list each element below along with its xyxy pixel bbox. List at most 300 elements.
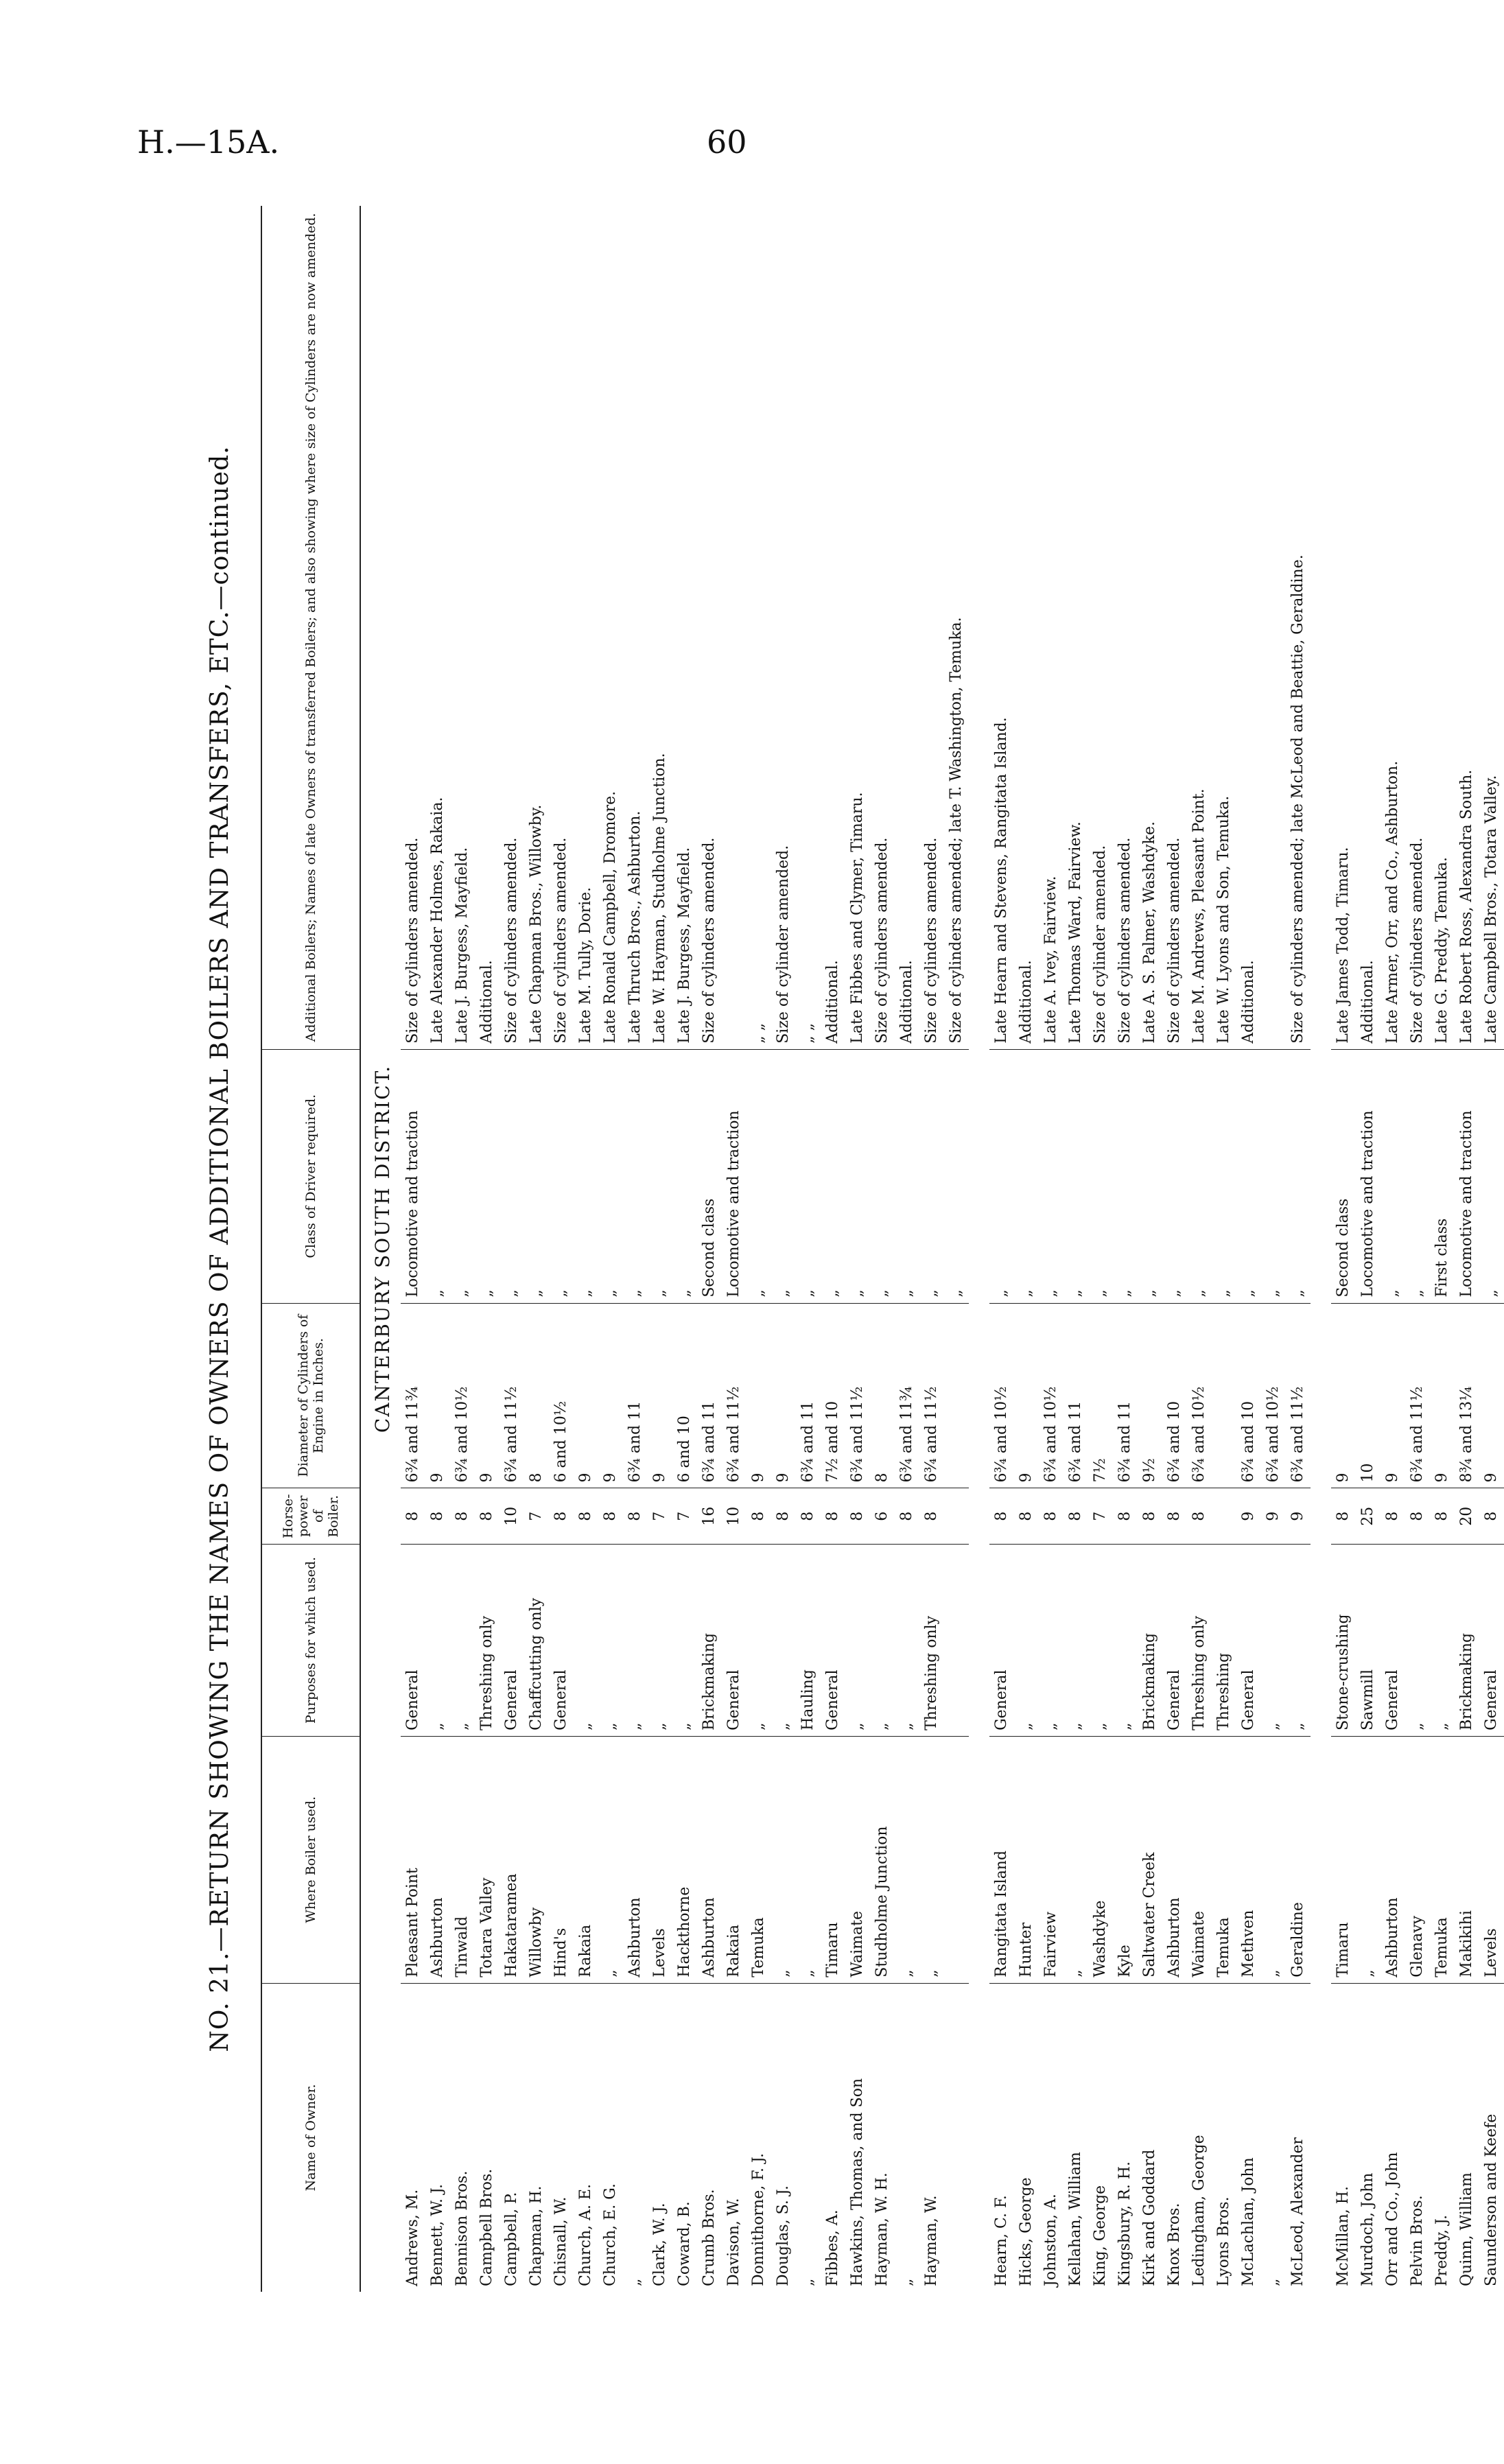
table-row	[574, 206, 598, 2292]
cell-purpose: „	[747, 1545, 771, 1737]
cell-owner: Pelvin Bros.	[1409, 2195, 1426, 2286]
cell-purpose: „	[425, 1545, 450, 1737]
cell-hp	[944, 1488, 969, 1545]
cell-diameter: 6¾ and 10	[1162, 1303, 1187, 1488]
cell-diameter: 6¾ and 11	[796, 1303, 821, 1488]
cell-diameter: 6 and 10	[672, 1303, 697, 1488]
page-title: NO. 21.—RETURN SHOWING THE NAMES OF OWNERS OF ADDITIONAL BOILERS AND TRANSFERS, ETC.—continued.	[206, 445, 234, 2052]
cell-hp: 9	[1236, 1488, 1261, 1545]
table-row	[1286, 206, 1311, 2292]
cell-diameter: 9	[1331, 1303, 1356, 1488]
cell-where: Hackthorne	[672, 1736, 697, 1983]
cell-owner: Chapman, H.	[528, 2185, 545, 2286]
cell-owner: Bennett, W. J.	[429, 2183, 446, 2286]
cell-diameter: 10	[1356, 1303, 1380, 1488]
cell-purpose: „	[623, 1545, 648, 1737]
cell-hp: 8	[796, 1488, 821, 1545]
district-row	[360, 206, 401, 2292]
cell-class: „	[796, 1049, 821, 1303]
cell-owner: Knox Bros.	[1166, 2203, 1183, 2286]
cell-hp: 8	[747, 1488, 771, 1545]
cell-purpose: „	[870, 1545, 895, 1737]
cell-where: „	[895, 1736, 919, 1983]
table-row	[1380, 206, 1405, 2292]
cell-hp: 8	[598, 1488, 623, 1545]
cell-purpose: Sawmill	[1356, 1545, 1380, 1737]
table-row	[697, 206, 722, 2292]
cell-owner: Kellahan, William	[1067, 2152, 1084, 2286]
cell-owner: Hearn, C. F.	[993, 2195, 1010, 2286]
cell-diameter: 9	[1479, 1303, 1504, 1488]
cell-where: Ashburton	[623, 1736, 648, 1983]
cell-where: Glenavy	[1405, 1736, 1430, 1983]
cell-diameter: 6¾ and 11¾	[401, 1303, 425, 1488]
cell-purpose: „	[648, 1545, 672, 1737]
table-row	[425, 206, 450, 2292]
cell-additional: Late Alexander Holmes, Rakaia.	[425, 206, 450, 1049]
cell-class: „	[623, 1049, 648, 1303]
cell-purpose: Threshing only	[919, 1545, 944, 1737]
cell-owner: Murdoch, John	[1359, 2172, 1376, 2286]
cell-diameter: 6¾ and 10½	[450, 1303, 475, 1488]
cell-diameter: 6 and 10½	[549, 1303, 574, 1488]
cell-purpose: General	[1479, 1545, 1504, 1737]
table-row	[475, 206, 500, 2292]
cell-additional: Late W. Hayman, Studholme Junction.	[648, 206, 672, 1049]
rotated-table-area	[206, 206, 1500, 2292]
cell-additional: Size of cylinders amended.	[1162, 206, 1187, 1049]
cell-purpose: General	[549, 1545, 574, 1737]
cell-where: Rakaia	[574, 1736, 598, 1983]
cell-purpose: „	[1286, 1545, 1311, 1737]
cell-additional: Size of cylinders amended.	[1405, 206, 1430, 1049]
cell-purpose: „	[771, 1545, 796, 1737]
cell-purpose: General	[401, 1545, 425, 1737]
table-row	[672, 206, 697, 2292]
cell-diameter: 6¾ and 11	[1064, 1303, 1088, 1488]
cell-class: „	[500, 1049, 524, 1303]
cell-diameter: 8	[870, 1303, 895, 1488]
cell-purpose: „	[1261, 1545, 1286, 1737]
table-row	[1113, 206, 1138, 2292]
table-row	[1064, 206, 1088, 2292]
cell-owner: Preddy, J.	[1433, 2214, 1450, 2286]
cell-diameter	[1212, 1303, 1236, 1488]
cell-hp: 8	[821, 1488, 845, 1545]
table-row	[821, 206, 845, 2292]
cell-owner: Johnston, A.	[1042, 2194, 1059, 2286]
page-number: 60	[707, 124, 747, 161]
cell-owner: „	[799, 2278, 816, 2286]
cell-diameter: 6¾ and 10½	[1039, 1303, 1064, 1488]
cell-where: Ashburton	[425, 1736, 450, 1983]
cell-where: Washdyke	[1088, 1736, 1113, 1983]
cell-additional: Additional.	[1014, 206, 1039, 1049]
cell-hp: 7	[672, 1488, 697, 1545]
cell-where: „	[771, 1736, 796, 1983]
cell-where: Willowby	[524, 1736, 549, 1983]
table-row	[989, 206, 1014, 2292]
cell-diameter: 6¾ and 11¾	[895, 1303, 919, 1488]
cell-where: Waimate	[845, 1736, 870, 1983]
cell-owner: Quinn, William	[1458, 2172, 1475, 2286]
cell-owner: McLeod, Alexander	[1289, 2137, 1306, 2286]
table-row	[1430, 206, 1455, 2292]
cell-class: „	[895, 1049, 919, 1303]
cell-purpose: „	[574, 1545, 598, 1737]
cell-hp: 8	[549, 1488, 574, 1545]
cell-purpose: General	[989, 1545, 1014, 1737]
cell-additional: Additional.	[475, 206, 500, 1049]
cell-hp: 16	[697, 1488, 722, 1545]
cell-hp: 8	[895, 1488, 919, 1545]
cell-hp: 8	[771, 1488, 796, 1545]
cell-owner: „	[1265, 2278, 1282, 2286]
cell-where: Ashburton	[697, 1736, 722, 1983]
cell-owner: Lyons Bros.	[1215, 2196, 1232, 2286]
cell-class: „	[821, 1049, 845, 1303]
cell-diameter: 6¾ and 11	[697, 1303, 722, 1488]
cell-hp: 7	[1088, 1488, 1113, 1545]
cell-diameter: 6¾ and 10	[1236, 1303, 1261, 1488]
cell-class: First class	[1430, 1049, 1455, 1303]
district-label: CANTERBURY SOUTH DISTRICT.	[371, 1064, 394, 1433]
cell-diameter: 6¾ and 10½	[1187, 1303, 1212, 1488]
cell-diameter: 7½	[1088, 1303, 1113, 1488]
table-row	[598, 206, 623, 2292]
cell-where: „	[1261, 1736, 1286, 1983]
cell-hp: 8	[401, 1488, 425, 1545]
cell-diameter: 6¾ and 11	[623, 1303, 648, 1488]
spacer-cell	[969, 206, 989, 2292]
cell-purpose: Threshing only	[1187, 1545, 1212, 1737]
cell-additional: Late Hearn and Stevens, Rangitata Island.	[989, 206, 1014, 1049]
cell-owner: Hayman, W.	[923, 2195, 940, 2286]
cell-owner: Davison, W.	[725, 2198, 742, 2286]
table-row	[450, 206, 475, 2292]
cell-hp: 8	[475, 1488, 500, 1545]
cell-class: „	[1187, 1049, 1212, 1303]
cell-diameter: 6¾ and 11½	[500, 1303, 524, 1488]
cell-class: Second class	[1331, 1049, 1356, 1303]
cell-where: Ashburton	[1162, 1736, 1187, 1983]
cell-class: Locomotive and traction	[1455, 1049, 1479, 1303]
cell-purpose: Brickmaking	[1455, 1545, 1479, 1737]
cell-additional: Late M. Andrews, Pleasant Point.	[1187, 206, 1212, 1049]
cell-class: „	[1064, 1049, 1088, 1303]
cell-purpose: „	[672, 1545, 697, 1737]
table-row	[648, 206, 672, 2292]
cell-owner: Kirk and Goddard	[1141, 2149, 1158, 2286]
cell-class: „	[989, 1049, 1014, 1303]
cell-class: „	[475, 1049, 500, 1303]
table-row	[623, 206, 648, 2292]
cell-additional: Late Fibbes and Clymer, Timaru.	[845, 206, 870, 1049]
cell-class: „	[919, 1049, 944, 1303]
cell-purpose: „	[1088, 1545, 1113, 1737]
cell-owner: „	[898, 2278, 915, 2286]
cell-hp: 8	[1162, 1488, 1187, 1545]
cell-diameter: 6¾ and 10½	[1261, 1303, 1286, 1488]
cell-where: Methven	[1236, 1736, 1261, 1983]
cell-class: „	[425, 1049, 450, 1303]
cell-additional: Late M. Tully, Dorie.	[574, 206, 598, 1049]
cell-class: „	[549, 1049, 574, 1303]
cell-where: Temuka	[747, 1736, 771, 1983]
cell-class: „	[1479, 1049, 1504, 1303]
cell-owner: Ledingham, George	[1190, 2135, 1208, 2286]
cell-purpose: Hauling	[796, 1545, 821, 1737]
cell-purpose: General	[500, 1545, 524, 1737]
cell-additional: Size of cylinders amended.	[1113, 206, 1138, 1049]
cell-hp: 8	[1331, 1488, 1356, 1545]
col-purpose: Purposes for which used.	[261, 1545, 360, 1737]
cell-class: „	[1261, 1049, 1286, 1303]
cell-owner: King, George	[1092, 2185, 1109, 2286]
table-row	[747, 206, 771, 2292]
row-spacer	[969, 206, 989, 2292]
cell-diameter: 8	[524, 1303, 549, 1488]
cell-class: „	[672, 1049, 697, 1303]
cell-where: Hunter	[1014, 1736, 1039, 1983]
cell-hp: 8	[574, 1488, 598, 1545]
table-row	[895, 206, 919, 2292]
cell-owner: Donnithorne, F. J.	[750, 2152, 767, 2286]
cell-where: Tinwald	[450, 1736, 475, 1983]
cell-purpose: Chaffcutting only	[524, 1545, 549, 1737]
cell-where: „	[919, 1736, 944, 1983]
table-row	[1162, 206, 1187, 2292]
cell-class: „	[598, 1049, 623, 1303]
cell-owner: Hawkins, Thomas, and Son	[849, 2078, 866, 2286]
cell-purpose: Brickmaking	[697, 1545, 722, 1737]
cell-where: Temuka	[1212, 1736, 1236, 1983]
cell-hp: 8	[1113, 1488, 1138, 1545]
col-diameter: Diameter of Cylinders of Engine in Inches.	[261, 1303, 360, 1488]
cell-where: Levels	[648, 1736, 672, 1983]
cell-where: Levels	[1479, 1736, 1504, 1983]
cell-class: „	[450, 1049, 475, 1303]
cell-where: „	[1064, 1736, 1088, 1983]
cell-diameter: 6¾ and 11½	[1405, 1303, 1430, 1488]
cell-diameter: 9	[425, 1303, 450, 1488]
cell-additional: Late Campbell Bros., Totara Valley.	[1479, 206, 1504, 1049]
cell-class: „	[1405, 1049, 1430, 1303]
table-row	[500, 206, 524, 2292]
cell-where: Rangitata Island	[989, 1736, 1014, 1983]
cell-where: „	[598, 1736, 623, 1983]
cell-additional	[722, 206, 747, 1049]
cell-class: „	[1113, 1049, 1138, 1303]
cell-purpose: „	[450, 1545, 475, 1737]
cell-class: „	[1236, 1049, 1261, 1303]
cell-additional: Late A. S. Palmer, Washdyke.	[1138, 206, 1162, 1049]
cell-class: „	[1088, 1049, 1113, 1303]
cell-purpose: General	[722, 1545, 747, 1737]
cell-additional: Additional.	[821, 206, 845, 1049]
cell-hp: 7	[648, 1488, 672, 1545]
cell-owner: Crumb Bros.	[701, 2189, 718, 2286]
cell-diameter: 6¾ and 11½	[1286, 1303, 1311, 1488]
boilers-table	[261, 206, 1504, 2292]
cell-class: „	[1380, 1049, 1405, 1303]
table-row	[1014, 206, 1039, 2292]
cell-purpose: General	[821, 1545, 845, 1737]
cell-where: Temuka	[1430, 1736, 1455, 1983]
cell-where: Waimate	[1187, 1736, 1212, 1983]
cell-additional: Late A. Ivey, Fairview.	[1039, 206, 1064, 1049]
cell-purpose: Brickmaking	[1138, 1545, 1162, 1737]
cell-hp: 9	[1261, 1488, 1286, 1545]
cell-diameter: 6¾ and 10½	[989, 1303, 1014, 1488]
table-row	[1261, 206, 1286, 2292]
cell-owner: Douglas, S. J.	[775, 2185, 792, 2286]
cell-purpose: Stone-crushing	[1331, 1545, 1356, 1737]
cell-additional: „ „	[796, 206, 821, 1049]
row-spacer	[1311, 206, 1331, 2292]
cell-diameter: 6¾ and 11	[1113, 1303, 1138, 1488]
cell-diameter: 6¾ and 11½	[919, 1303, 944, 1488]
table-row	[549, 206, 574, 2292]
cell-class: „	[771, 1049, 796, 1303]
cell-hp: 6	[870, 1488, 895, 1545]
cell-where: Rakaia	[722, 1736, 747, 1983]
col-additional: Additional Boilers; Names of late Owners of transferred Boilers; and also showing where size of Cylinders are now amended.	[261, 206, 360, 1049]
cell-hp: 8	[1405, 1488, 1430, 1545]
cell-additional: Late James Todd, Timaru.	[1331, 206, 1356, 1049]
table-row	[919, 206, 944, 2292]
cell-class: „	[1212, 1049, 1236, 1303]
cell-owner: Andrews, M.	[404, 2189, 421, 2286]
cell-additional: Late W. Lyons and Son, Temuka.	[1212, 206, 1236, 1049]
cell-hp: 8	[1014, 1488, 1039, 1545]
cell-class: „	[944, 1049, 969, 1303]
cell-owner: Fibbes, A.	[824, 2209, 841, 2286]
cell-diameter: 6¾ and 11½	[722, 1303, 747, 1488]
cell-where: Timaru	[821, 1736, 845, 1983]
cell-where: Studholme Junction	[870, 1736, 895, 1983]
cell-hp: 8	[450, 1488, 475, 1545]
cell-diameter	[944, 1303, 969, 1488]
cell-diameter: 9	[1380, 1303, 1405, 1488]
table-row	[1479, 206, 1504, 2292]
cell-additional: Additional.	[895, 206, 919, 1049]
cell-where: Kyle	[1113, 1736, 1138, 1983]
cell-owner: Orr and Co., John	[1384, 2152, 1401, 2286]
table-row	[1138, 206, 1162, 2292]
cell-owner: Kingsbury, R. H.	[1116, 2161, 1133, 2286]
table-row	[1187, 206, 1212, 2292]
cell-where: Hakataramea	[500, 1736, 524, 1983]
cell-diameter: 9	[771, 1303, 796, 1488]
cell-diameter: 9	[1014, 1303, 1039, 1488]
cell-owner	[944, 1983, 969, 2292]
cell-diameter: 6¾ and 11½	[845, 1303, 870, 1488]
cell-additional: Late J. Burgess, Mayfield.	[672, 206, 697, 1049]
cell-additional: Additional.	[1356, 206, 1380, 1049]
cell-hp: 9	[1286, 1488, 1311, 1545]
cell-additional: Size of cylinder amended.	[771, 206, 796, 1049]
cell-owner: Church, E. G.	[602, 2183, 619, 2286]
cell-diameter: 9	[747, 1303, 771, 1488]
spacer-cell	[1311, 206, 1331, 2292]
table-row	[845, 206, 870, 2292]
cell-owner: Church, A. E.	[577, 2183, 594, 2286]
cell-owner: Campbell Bros.	[478, 2168, 495, 2286]
col-hp: Horse-power of Boiler.	[261, 1488, 360, 1545]
cell-class: Locomotive and traction	[401, 1049, 425, 1303]
cell-purpose: „	[845, 1545, 870, 1737]
cell-diameter: 9	[648, 1303, 672, 1488]
cell-where: Fairview	[1039, 1736, 1064, 1983]
cell-hp: 10	[722, 1488, 747, 1545]
cell-owner: Clark, W. J.	[651, 2203, 668, 2286]
cell-diameter: 9	[1430, 1303, 1455, 1488]
cell-where: Hind's	[549, 1736, 574, 1983]
cell-additional: Size of cylinders amended.	[401, 206, 425, 1049]
cell-additional: Late Thruch Bros., Ashburton.	[623, 206, 648, 1049]
cell-hp: 8	[1380, 1488, 1405, 1545]
col-owner: Name of Owner.	[261, 1983, 360, 2292]
cell-hp: 8	[919, 1488, 944, 1545]
cell-where: „	[1356, 1736, 1380, 1983]
cell-class: Second class	[697, 1049, 722, 1303]
cell-owner: Saunderson and Keefe	[1483, 2113, 1500, 2286]
cell-hp: 25	[1356, 1488, 1380, 1545]
table-row	[796, 206, 821, 2292]
cell-hp: 8	[1430, 1488, 1455, 1545]
cell-where: Makikihi	[1455, 1736, 1479, 1983]
table-row	[1088, 206, 1113, 2292]
cell-where: Geraldine	[1286, 1736, 1311, 1983]
cell-diameter: 7½ and 10	[821, 1303, 845, 1488]
table-row	[771, 206, 796, 2292]
cell-owner: Bennison Bros.	[454, 2170, 471, 2286]
cell-hp: 8	[1138, 1488, 1162, 1545]
cell-hp: 10	[500, 1488, 524, 1545]
col-where: Where Boiler used.	[261, 1736, 360, 1983]
table-row	[944, 206, 969, 2292]
table-row	[870, 206, 895, 2292]
cell-additional: Additional.	[1236, 206, 1261, 1049]
cell-additional: Size of cylinders amended.	[697, 206, 722, 1049]
cell-diameter: 9	[598, 1303, 623, 1488]
cell-additional: Size of cylinders amended.	[870, 206, 895, 1049]
cell-purpose: Threshing	[1212, 1545, 1236, 1737]
cell-additional: Late Thomas Ward, Fairview.	[1064, 206, 1088, 1049]
cell-additional: „ „	[747, 206, 771, 1049]
cell-class: „	[1162, 1049, 1187, 1303]
cell-where: Saltwater Creek	[1138, 1736, 1162, 1983]
cell-purpose: „	[1113, 1545, 1138, 1737]
cell-hp: 7	[524, 1488, 549, 1545]
table-row	[1455, 206, 1479, 2292]
cell-additional: Late J. Burgess, Mayfield.	[450, 206, 475, 1049]
cell-owner: „	[626, 2278, 644, 2286]
table-row	[524, 206, 549, 2292]
cell-where: Pleasant Point	[401, 1736, 425, 1983]
cell-where: Ashburton	[1380, 1736, 1405, 1983]
cell-class: „	[870, 1049, 895, 1303]
cell-additional: Late Robert Ross, Alexandra South.	[1455, 206, 1479, 1049]
cell-purpose: „	[895, 1545, 919, 1737]
cell-purpose	[944, 1545, 969, 1737]
col-class: Class of Driver required.	[261, 1049, 360, 1303]
cell-purpose: „	[1014, 1545, 1039, 1737]
table-row	[1331, 206, 1356, 2292]
cell-class: Locomotive and traction	[1356, 1049, 1380, 1303]
cell-additional: Late Chapman Bros., Willowby.	[524, 206, 549, 1049]
